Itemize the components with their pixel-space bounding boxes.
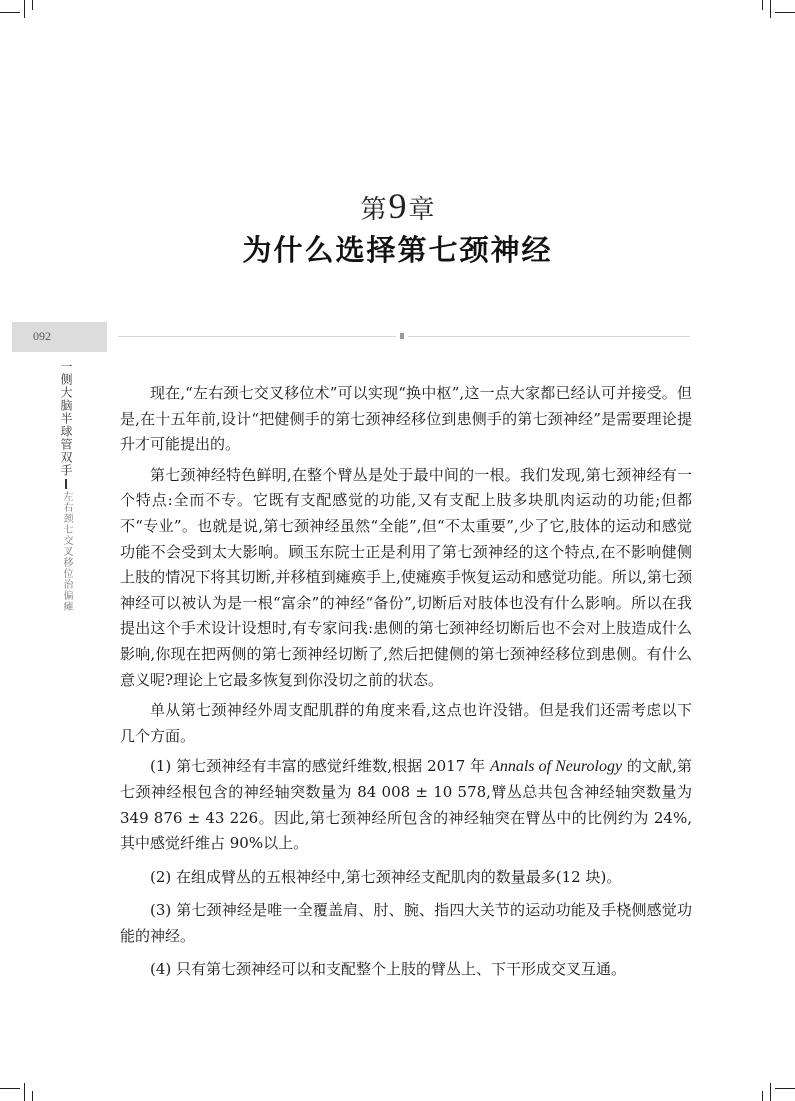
journal-name: Annals of Neurology — [490, 758, 623, 776]
crop-mark-top-right-h — [775, 12, 795, 13]
list-item-1-before: (1) 第七颈神经有丰富的感觉纤维数,根据 2017 年 — [150, 757, 491, 776]
list-item-1-after: 的文献,第七颈神经根包含的神经轴突数量为 84 008 ± 10 578,臂丛总共包含神经轴突数量为 349 876 ± 43 226。因此,第七颈神经所包含的神经轴突在臂丛中的比例约为 24%,其中感觉纤维占 90%以上。 — [120, 757, 693, 853]
page-number: 092 — [33, 329, 51, 343]
crop-mark-bottom-right-v2 — [762, 1091, 763, 1101]
chapter-suffix: 章 — [408, 195, 435, 225]
running-head — [52, 360, 72, 612]
running-head-book-title: 一侧大脑半球管双手 — [59, 360, 73, 477]
crop-mark-top-left-v — [24, 0, 25, 18]
divider-rule-right — [408, 336, 690, 337]
list-item-4: (4) 只有第七颈神经可以和支配整个上肢的臂丛上、下干形成交叉互通。 — [150, 960, 627, 979]
crop-mark-bottom-left-v2 — [32, 1091, 33, 1101]
chapter-digit: 9 — [388, 186, 407, 226]
crop-mark-top-right-v — [770, 0, 771, 18]
crop-mark-top-left-v2 — [32, 0, 33, 10]
crop-mark-top-right-v2 — [762, 0, 763, 10]
list-item-3: (3) 第七颈神经是唯一全覆盖肩、肘、腕、指四大关节的运动功能及手桡侧感觉功能的神经。 — [120, 901, 692, 945]
crop-mark-bottom-right-h — [775, 1088, 795, 1089]
list-item-1 — [120, 754, 692, 856]
crop-mark-bottom-left-v — [24, 1083, 25, 1101]
paragraph: 单从第七颈神经外周支配肌群的角度来看,这点也许没错。但是我们还需考虑以下几个方面。 — [120, 701, 692, 745]
body-text — [120, 381, 692, 991]
crop-mark-bottom-left-h — [0, 1088, 20, 1089]
chapter-number — [0, 185, 795, 227]
divider-ornament — [400, 333, 404, 339]
divider-rule-left — [118, 336, 396, 337]
list-item-2: (2) 在组成臂丛的五根神经中,第七颈神经支配肌肉的数量最多(12 块)。 — [150, 867, 622, 886]
paragraph: 现在,“左右颈七交叉移位术”可以实现“换中枢”,这一点大家都已经认可并接受。但是,在十五年前,设计“把健侧手的第七颈神经移位到患侧手的第七颈神经”是需要理论提升才可能提出的。 — [120, 384, 692, 454]
chapter-title: 为什么选择第七颈神经 — [242, 233, 553, 267]
running-head-chapter-title: 左右颈七交叉移位治偏瘫 — [61, 491, 72, 612]
crop-mark-top-left-h — [0, 12, 20, 13]
paragraph: 第七颈神经特色鲜明,在整个臂丛是处于最中间的一根。我们发现,第七颈神经有一个特点:全而不专。它既有支配感觉的功能,又有支配上肢多块肌肉运动的功能;但都不“专业”。也就是说,第七颈神经虽然“全能”,但“不太重要”,少了它,肢体的运动和感觉功能不会受到太大影响。顾玉东院士正是利用了第七颈神经的这个特点,在不影响健侧上肢的情况下将其切断,并移植到瘫痪手上,使瘫痪手恢复运动和感觉功能。所以,第七颈神经可以被认为是一根“富余”的神经“备份”,切断后对肢体也没有什么影响。所以在我提出这个手术设计设想时,有专家问我:患侧的第七颈神经切断后也不会对上肢造成什么影响,你现在把两侧的第七颈神经切断了,然后把健侧的第七颈神经移位到患侧。有什么意义呢?理论上它最多恢复到你没切之前的状态。 — [120, 465, 692, 689]
crop-mark-bottom-right-v — [770, 1083, 771, 1101]
running-head-separator — [65, 479, 67, 489]
chapter-prefix: 第 — [360, 195, 387, 225]
